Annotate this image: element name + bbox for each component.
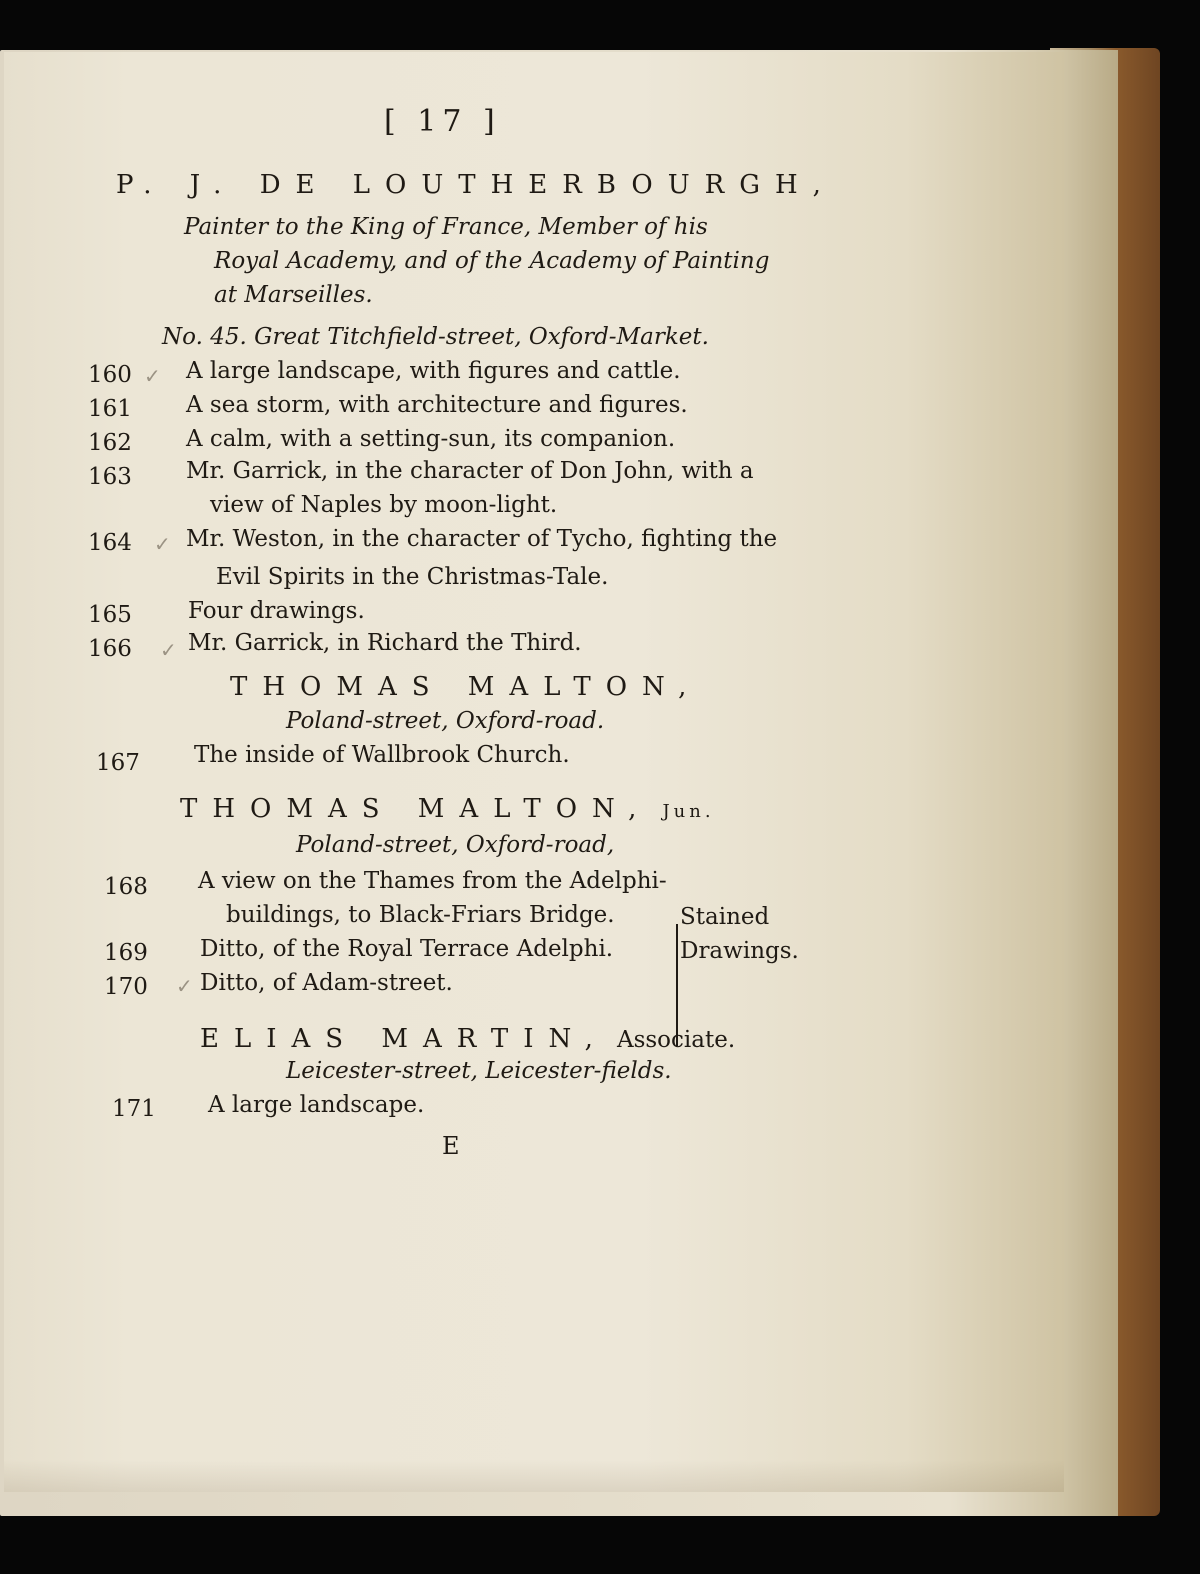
artist-address: No. 45. Great Titchfield-street, Oxford-Market. <box>162 324 709 350</box>
artist-suffix: Jun. <box>662 801 715 822</box>
entry-text: Mr. Garrick, in the character of Don John, with a <box>186 458 754 484</box>
pencil-tick-icon: ✓ <box>160 638 177 662</box>
catalogue-number: 160 <box>88 362 132 388</box>
entry-text: The inside of Wallbrook Church. <box>194 742 570 768</box>
artist-address: Poland-street, Oxford-road, <box>296 832 615 858</box>
entry-text: Mr. Garrick, in Richard the Third. <box>188 630 582 656</box>
page-number: [ 17 ] <box>384 104 501 139</box>
entry-text: Evil Spirits in the Christmas-Tale. <box>216 564 609 590</box>
pencil-tick-icon: ✓ <box>144 364 161 388</box>
catalogue-number: 171 <box>112 1096 156 1122</box>
artist-title-line: Royal Academy, and of the Academy of Painting <box>214 248 770 274</box>
catalogue-number: 170 <box>104 974 148 1000</box>
book-page <box>4 52 1064 1492</box>
artist-title-line: Painter to the King of France, Member of his <box>184 214 708 240</box>
catalogue-number: 166 <box>88 636 132 662</box>
artist-address: Leicester-street, Leicester-fields. <box>286 1058 672 1084</box>
pencil-tick-icon: ✓ <box>154 532 171 556</box>
entry-text: Ditto, of Adam-street. <box>200 970 453 996</box>
entry-text: Mr. Weston, in the character of Tycho, fighting the <box>186 526 778 552</box>
artist-name: THOMAS MALTON, <box>180 794 652 824</box>
group-note: Stained <box>680 904 770 930</box>
catalogue-number: 165 <box>88 602 132 628</box>
entry-text: A large landscape, with figures and cattle. <box>186 358 681 384</box>
entry-text: Ditto, of the Royal Terrace Adelphi. <box>200 936 614 962</box>
catalogue-number: 161 <box>88 396 132 422</box>
artist-heading-malton-jun <box>180 794 715 824</box>
entry-text: A view on the Thames from the Adelphi- <box>198 868 667 894</box>
entry-text: view of Naples by moon-light. <box>210 492 558 518</box>
entry-text: buildings, to Black-Friars Bridge. <box>226 902 615 928</box>
catalogue-number: 162 <box>88 430 132 456</box>
artist-heading-loutherbourg: P. J. DE LOUTHERBOURGH, <box>116 170 836 200</box>
catalogue-number: 168 <box>104 874 148 900</box>
artist-title-line: at Marseilles. <box>214 282 373 308</box>
catalogue-number: 164 <box>88 530 132 556</box>
entry-text: A large landscape. <box>208 1092 425 1118</box>
catalogue-number: 169 <box>104 940 148 966</box>
catalogue-number: 163 <box>88 464 132 490</box>
group-note: Drawings. <box>680 938 799 964</box>
pencil-tick-icon: ✓ <box>176 974 193 998</box>
catalogue-number: 167 <box>96 750 140 776</box>
artist-heading-malton: THOMAS MALTON, <box>230 672 702 702</box>
entry-text: Four drawings. <box>188 598 365 624</box>
artist-name: ELIAS MARTIN, <box>200 1024 608 1054</box>
catchword: E <box>442 1132 460 1160</box>
artist-suffix: Associate. <box>616 1027 736 1053</box>
entry-text: A sea storm, with architecture and figures. <box>186 392 688 418</box>
artist-heading-martin <box>200 1024 735 1054</box>
entry-text: A calm, with a setting-sun, its companion. <box>186 426 676 452</box>
artist-address: Poland-street, Oxford-road. <box>286 708 605 734</box>
